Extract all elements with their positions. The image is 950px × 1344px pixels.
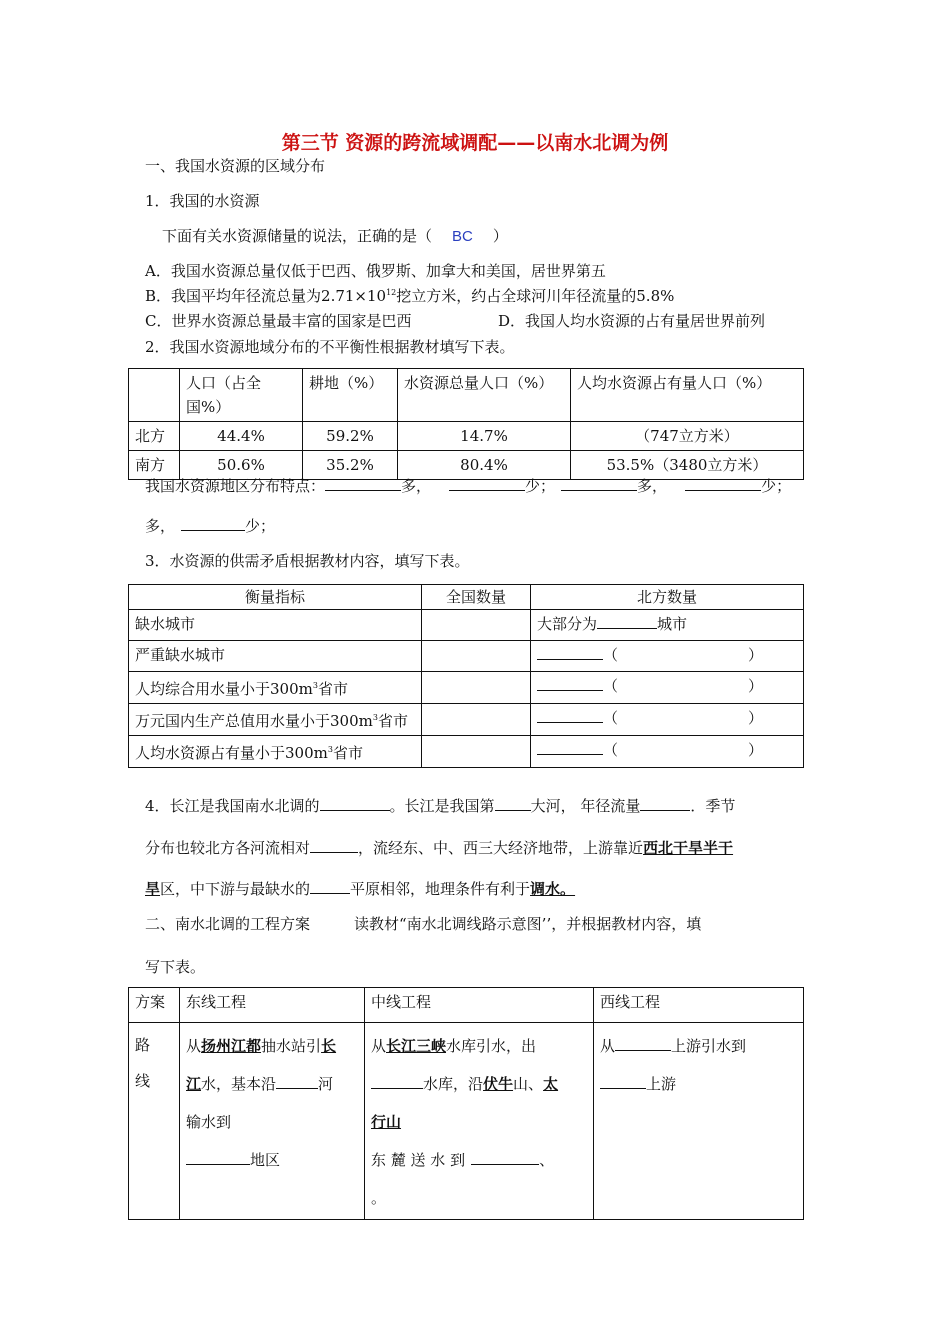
cell[interactable]: 50.6%: [180, 451, 303, 480]
cell[interactable]: [422, 672, 531, 704]
header-middle: 中线工程: [365, 988, 594, 1023]
header-blank: [129, 369, 180, 422]
blank[interactable]: [537, 645, 603, 660]
blank[interactable]: [181, 516, 245, 531]
paren-open: （: [603, 741, 619, 759]
q4-e: 分布也较北方各河流相对: [145, 839, 311, 857]
e-d: 长: [321, 1037, 337, 1055]
q4-d: ．季节: [690, 797, 736, 815]
east-route[interactable]: [180, 1023, 365, 1220]
blank[interactable]: [537, 708, 603, 723]
north-post: 城市: [657, 615, 688, 633]
r3-post: 省市: [317, 680, 348, 698]
sup: 3: [312, 681, 318, 690]
blank[interactable]: [276, 1074, 318, 1089]
s2-b: 读教材“南水北调线路示意图’’，并根据教材内容，填: [354, 915, 702, 933]
exponent: 12: [386, 288, 397, 297]
answer-text: BC: [452, 228, 473, 245]
blank[interactable]: [471, 1150, 539, 1165]
cell[interactable]: [531, 672, 804, 704]
blank[interactable]: [325, 476, 401, 491]
lu-2: 线: [135, 1072, 151, 1090]
cell[interactable]: 59.2%: [303, 422, 398, 451]
m-a: 从: [371, 1037, 387, 1055]
blank[interactable]: [685, 476, 761, 491]
q4-g: 西北干旱半干: [643, 839, 734, 857]
route-label: [129, 1023, 180, 1220]
sup: 3: [372, 713, 378, 722]
paren-close: ）: [748, 646, 764, 664]
feat-line2a: 多，: [145, 517, 176, 535]
option-a: A．我国水资源总量仅低于巴西、俄罗斯、加拿大和美国，居世界第五: [145, 262, 606, 280]
e-g: 河: [318, 1075, 334, 1093]
feat-duo: 多，: [401, 477, 432, 495]
supply-demand-table: [128, 584, 804, 768]
header-west: 西线工程: [594, 988, 804, 1023]
w-b: 上游引水到: [671, 1037, 747, 1055]
e-c: 抽水站引: [261, 1037, 322, 1055]
paren-open: （: [603, 646, 619, 664]
cell[interactable]: 35.2%: [303, 451, 398, 480]
indicator: [129, 736, 422, 768]
cell[interactable]: 53.5%（3480立方米）: [571, 451, 804, 480]
r5-pre: 人均水资源占有量小于300m: [135, 744, 328, 762]
option-b-post: 挖立方米，约占全球河川年径流量的5.8%: [396, 287, 675, 305]
q4-i: 区，中下游与最缺水的: [160, 880, 311, 898]
m-g: 太: [543, 1075, 559, 1093]
blank[interactable]: [537, 740, 603, 755]
cell[interactable]: 44.4%: [180, 422, 303, 451]
blank[interactable]: [310, 879, 350, 894]
e-e: 江: [186, 1075, 202, 1093]
paren-close: ）: [748, 709, 764, 727]
e-h: 输水到: [186, 1113, 232, 1131]
page-title: 第三节 资源的跨流域调配——以南水北调为例: [281, 132, 669, 154]
m-i: 东 麓 送 水 到: [371, 1151, 466, 1169]
blank[interactable]: [449, 476, 525, 491]
indicator: 缺水城市: [129, 610, 422, 641]
cell[interactable]: [422, 736, 531, 768]
blank[interactable]: [320, 796, 390, 811]
middle-route[interactable]: [365, 1023, 594, 1220]
blank[interactable]: [537, 676, 603, 691]
m-h: 行山: [371, 1113, 402, 1131]
header-population: 人口（占全国%）: [180, 369, 303, 422]
row-label: 北方: [129, 422, 180, 451]
lu-1: 路: [135, 1036, 151, 1054]
indicator: 严重缺水城市: [129, 641, 422, 672]
q4-f: ，流经东、中、西三大经济地带，上游靠近: [358, 839, 644, 857]
header-north: 北方数量: [531, 585, 804, 610]
blank[interactable]: [310, 838, 358, 853]
question-4-line-1: [145, 795, 735, 816]
feat-pre: 我国水资源地区分布特点：: [145, 477, 326, 495]
q4-k: 调水。: [530, 880, 576, 898]
cell[interactable]: [422, 704, 531, 736]
r3-pre: 人均综合用水量小于300m: [135, 680, 313, 698]
route-table: [128, 987, 804, 1220]
e-b: 扬州江都: [201, 1037, 262, 1055]
blank[interactable]: [495, 796, 531, 811]
e-i: 地区: [250, 1151, 281, 1169]
cell[interactable]: [531, 610, 804, 641]
feat-shao: 少；: [525, 477, 556, 495]
blank[interactable]: [186, 1150, 250, 1165]
m-c: 水库引水，出: [446, 1037, 537, 1055]
north-pre: 大部分为: [537, 615, 598, 633]
feat-duo-2: 多，: [637, 477, 668, 495]
section-2-line-2: 写下表。: [145, 958, 206, 976]
r5-post: 省市: [332, 744, 363, 762]
option-c: C．世界水资源总量最丰富的国家是巴西: [145, 312, 412, 330]
m-e: 伏牛: [483, 1075, 514, 1093]
blank[interactable]: [371, 1074, 423, 1089]
feat-shao-2: 少；: [761, 477, 792, 495]
cell[interactable]: 14.7%: [398, 422, 571, 451]
m-b: 长江三峡: [386, 1037, 447, 1055]
row-label: 南方: [129, 451, 180, 480]
distribution-table: [128, 368, 804, 480]
cell[interactable]: [531, 641, 804, 672]
section-2-line-1: [145, 913, 701, 934]
question-4-line-2: [145, 837, 733, 858]
w-a: 从: [600, 1037, 616, 1055]
cell[interactable]: [422, 641, 531, 672]
indicator: [129, 704, 422, 736]
header-east: 东线工程: [180, 988, 365, 1023]
cell[interactable]: （747立方米）: [571, 422, 804, 451]
w-c: 上游: [646, 1075, 677, 1093]
header-water-total: 水资源总量人口（%）: [398, 369, 571, 422]
question-1: 1．我国的水资源: [145, 192, 260, 210]
r4-post: 省市: [377, 712, 408, 730]
option-b: [145, 285, 674, 306]
e-a: 从: [186, 1037, 202, 1055]
distribution-features-2: [145, 515, 275, 536]
q4-b: 。长江是我国第: [389, 797, 495, 815]
cell[interactable]: [531, 704, 804, 736]
blank[interactable]: [597, 614, 657, 629]
paren-open: （: [603, 677, 619, 695]
e-f: 水，基本沿: [201, 1075, 277, 1093]
question-3: 3．水资源的供需矛盾根据教材内容，填写下表。: [145, 552, 470, 570]
q4-a: 4．长江是我国南水北调的: [145, 797, 320, 815]
q4-j: 平原相邻，地理条件有利于: [350, 880, 531, 898]
blank[interactable]: [615, 1036, 671, 1051]
r4-pre: 万元国内生产总值用水量小于300m: [135, 712, 373, 730]
distribution-features: [145, 475, 791, 496]
feat-line2b: 少；: [245, 517, 276, 535]
paren-close: ）: [748, 677, 764, 695]
header-indicator: 衡量指标: [129, 585, 422, 610]
header-plan: 方案: [129, 988, 180, 1023]
stem-text: 下面有关水资源储量的说法，正确的是（: [162, 227, 433, 245]
cell[interactable]: [531, 736, 804, 768]
option-d: D．我国人均水资源的占有量居世界前列: [498, 312, 766, 330]
cell[interactable]: 80.4%: [398, 451, 571, 480]
m-k: 。: [371, 1189, 387, 1207]
header-farmland: 耕地（%）: [303, 369, 398, 422]
paren-open: （: [603, 709, 619, 727]
option-b-pre: B．我国平均年径流总量为2.71×10: [145, 287, 387, 305]
m-j: 、: [539, 1151, 555, 1169]
question-2: 2．我国水资源地域分布的不平衡性根据教材填写下表。: [145, 338, 515, 356]
blank[interactable]: [561, 476, 637, 491]
m-f: 山、: [513, 1075, 544, 1093]
header-water-per-capita: 人均水资源占有量人口（%）: [571, 369, 804, 422]
s2-a: 二、南水北调的工程方案: [145, 915, 311, 933]
question-1-stem: [162, 225, 508, 246]
q4-h: 旱: [145, 880, 161, 898]
section-1-heading: 一、我国水资源的区域分布: [145, 157, 326, 175]
stem-close: ）: [492, 227, 508, 245]
cell[interactable]: [422, 610, 531, 641]
indicator: [129, 672, 422, 704]
blank[interactable]: [600, 1074, 646, 1089]
m-d: 水库，沿: [423, 1075, 484, 1093]
blank[interactable]: [640, 796, 690, 811]
west-route[interactable]: [594, 1023, 804, 1220]
q4-c: 大河， 年径流量: [530, 797, 641, 815]
paren-close: ）: [748, 741, 764, 759]
sup: 3: [327, 745, 333, 754]
question-4-line-3: [145, 878, 575, 899]
header-national: 全国数量: [422, 585, 531, 610]
